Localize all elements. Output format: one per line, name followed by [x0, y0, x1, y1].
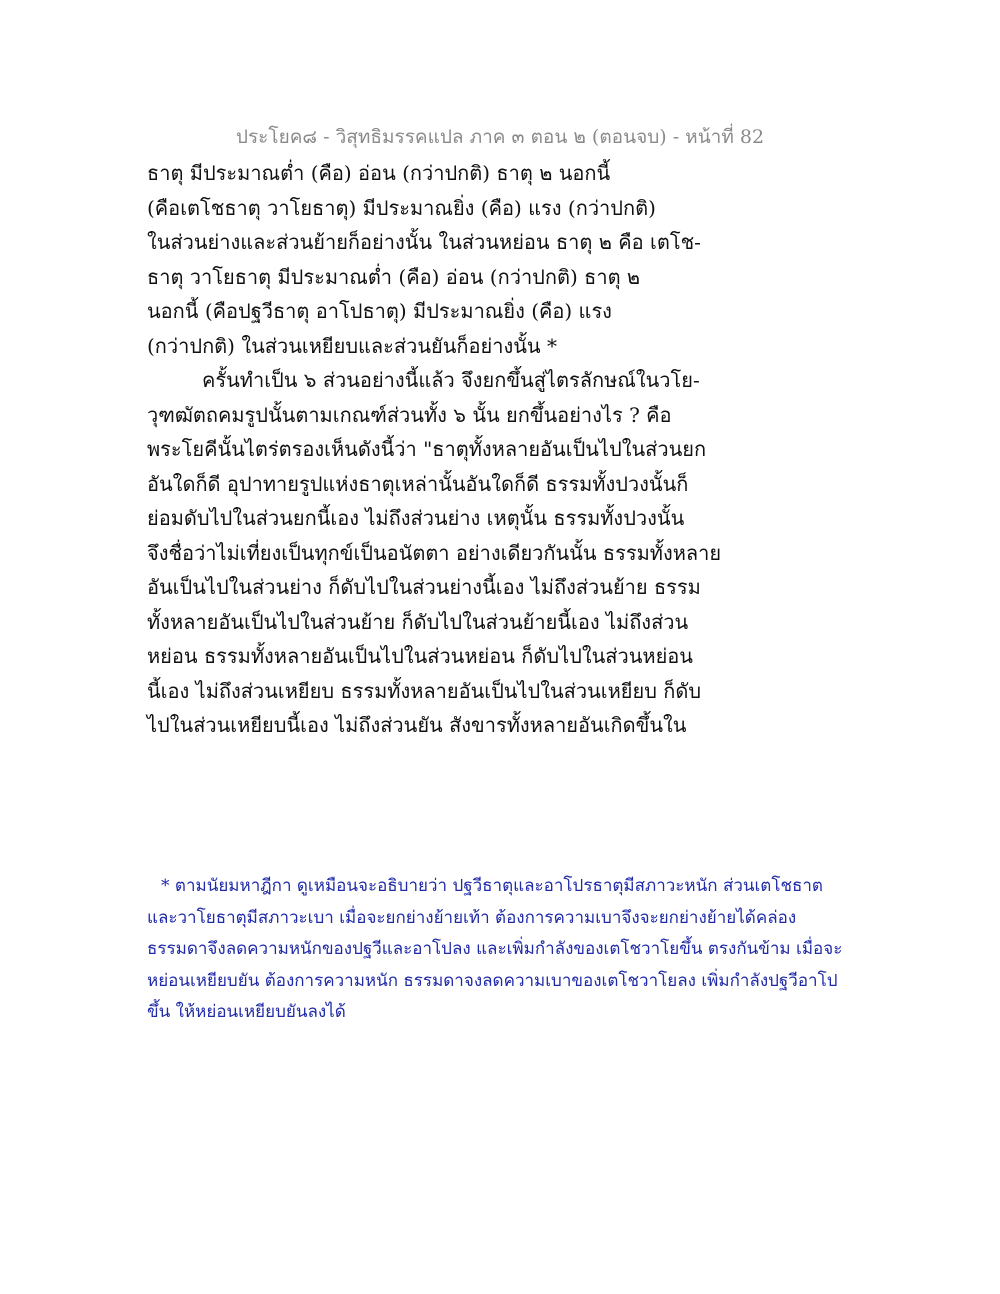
body-line: หย่อน ธรรมทั้งหลายอันเป็นไปในส่วนหย่อน ก็ดับไปในส่วนหย่อน	[147, 644, 693, 668]
footnote-line: * ตามนัยมหาฎีกา ดูเหมือนจะอธิบายว่า ปฐวีธาตุและอาโปรธาตุมีสภาวะหนัก ส่วนเตโชธาต	[161, 876, 823, 896]
footnote-line: ธรรมดาจึงลดความหนักของปฐวีและอาโปลง และเพิ่มกำลังของเตโชวาโยขึ้น ตรงกันข้าม เมื่อจะ	[147, 939, 843, 959]
page-header: ประโยค๘ - วิสุทธิมรรคแปล ภาค ๓ ตอน ๒ (ตอนจบ) - หน้าที่ 82	[235, 126, 765, 148]
body-line: อันเป็นไปในส่วนย่าง ก็ดับไปในส่วนย่างนี้เอง ไม่ถึงส่วนย้าย ธรรม	[147, 575, 701, 599]
body-line: นอกนี้ (คือปฐวีธาตุ อาโปธาตุ) มีประมาณยิ่ง (คือ) แรง	[147, 299, 612, 323]
body-line: ธาตุ วาโยธาตุ มีประมาณต่ำ (คือ) อ่อน (กว่าปกติ) ธาตุ ๒	[147, 264, 641, 289]
body-line: นี้เอง ไม่ถึงส่วนเหยียบ ธรรมทั้งหลายอันเป็นไปในส่วนเหยียบ ก็ดับ	[147, 678, 702, 703]
body-line: ไปในส่วนเหยียบนี้เอง ไม่ถึงส่วนยัน สังขารทั้งหลายอันเกิดขึ้นใน	[147, 713, 687, 737]
body-line: (คือเตโชธาตุ วาโยธาตุ) มีประมาณยิ่ง (คือ) แรง (กว่าปกติ)	[147, 195, 656, 220]
body-line: ย่อมดับไปในส่วนยกนี้เอง ไม่ถึงส่วนย่าง เหตุนั้น ธรรมทั้งปวงนั้น	[147, 506, 685, 530]
body-line: (กว่าปกติ) ในส่วนเหยียบและส่วนยันก็อย่างนั้น *	[147, 333, 557, 358]
body-line: วุฑฒัตถคมรูปนั้นตามเกณฑ์ส่วนทั้ง ๖ นั้น ยกขึ้นอย่างไร ? คือ	[147, 402, 672, 427]
body-line: พระโยคีนั้นไตร่ตรองเห็นดังนี้ว่า "ธาตุทั้งหลายอันเป็นไปในส่วนยก	[147, 437, 707, 461]
body-line: จึงชื่อว่าไม่เที่ยงเป็นทุกข์เป็นอนัตตา อย่างเดียวกันนั้น ธรรมทั้งหลาย	[147, 540, 722, 565]
footnote	[147, 871, 847, 1029]
body-line: ธาตุ มีประมาณต่ำ (คือ) อ่อน (กว่าปกติ) ธาตุ ๒ นอกนี้	[147, 161, 611, 185]
body-line: อันใดก็ดี อุปาทายรูปแห่งธาตุเหล่านั้นอันใดก็ดี ธรรมทั้งปวงนั้นก็	[147, 471, 689, 496]
body-line: ในส่วนย่างและส่วนย้ายก็อย่างนั้น ในส่วนหย่อน ธาตุ ๒ คือ เตโช-	[147, 230, 701, 254]
paragraph-start-line: ครั้นทำเป็น ๖ ส่วนอย่างนี้แล้ว จึงยกขึ้นสู่ไตรลักษณ์ในวโย-	[202, 368, 700, 392]
footnote-line: หย่อนเหยียบยัน ต้องการความหนัก ธรรมดาจงลดความเบาของเตโชวาโยลง เพิ่มกำลังปฐวีอาโป	[147, 970, 838, 991]
footnote-line: และวาโยธาตุมีสภาวะเบา เมื่อจะยกย่างย้ายเท้า ต้องการความเบาจึงจะยกย่างย้ายได้คล่อง	[147, 907, 797, 928]
footnote-line: ขึ้น ให้หย่อนเหยียบยันลงได้	[147, 1002, 346, 1022]
body-line: ทั้งหลายอันเป็นไปในส่วนย้าย ก็ดับไปในส่วนย้ายนี้เอง ไม่ถึงส่วน	[147, 609, 689, 634]
body-text	[147, 156, 722, 743]
